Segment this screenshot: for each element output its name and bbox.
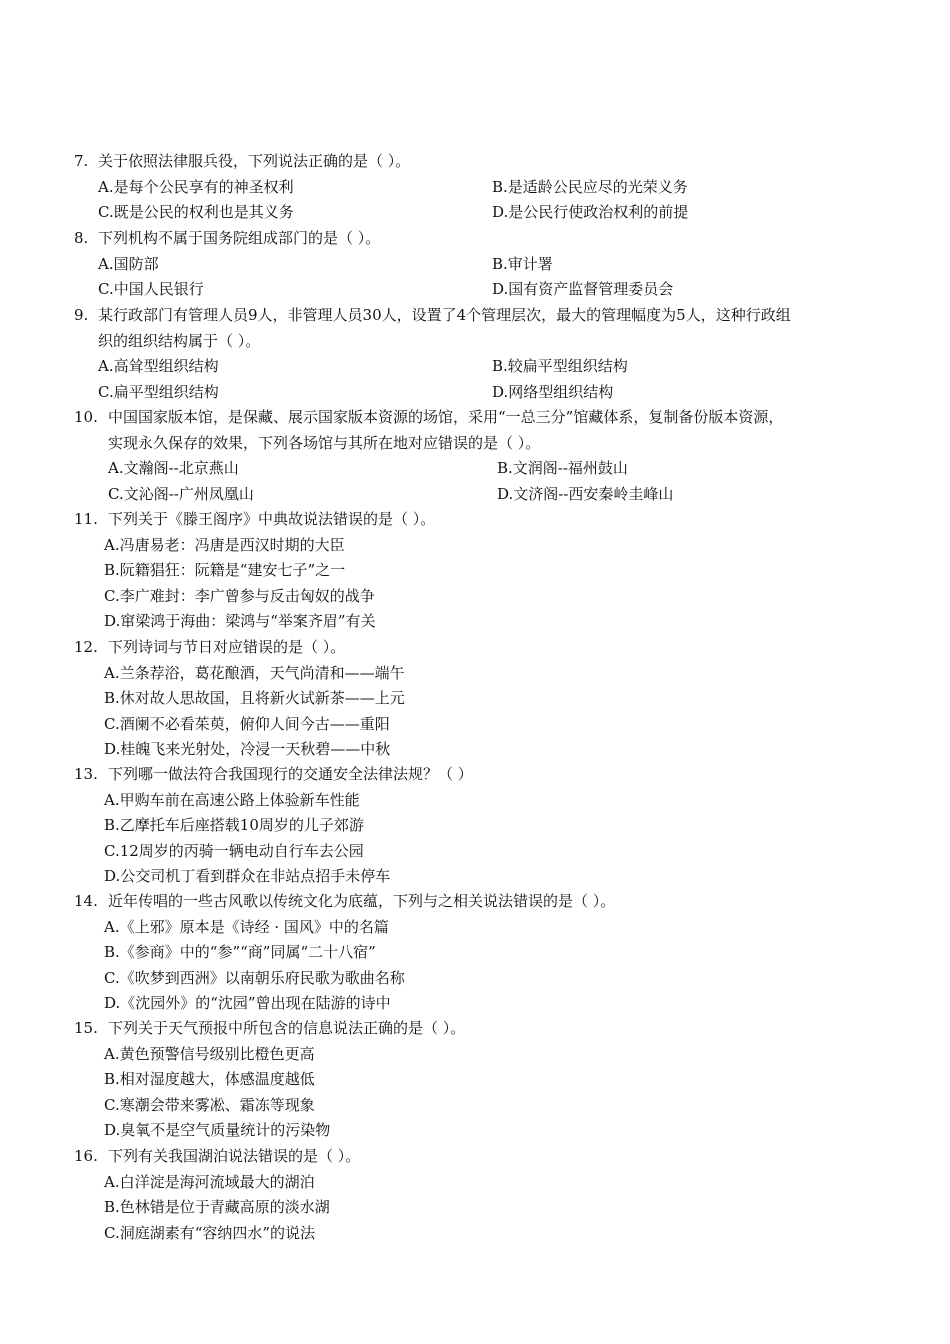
option-d: D.网络型组织结构 [492, 382, 614, 401]
option-b: B.乙摩托车后座搭载10周岁的儿子郊游 [104, 816, 364, 834]
option-c: C.中国人民银行 [98, 280, 204, 298]
question-number: 16. [74, 1147, 98, 1165]
question-15 [74, 1016, 874, 1144]
question-stem: 下列有关我国湖泊说法错误的是（ ）。 [108, 1147, 361, 1165]
question-number: 7. [74, 152, 89, 170]
option-a: A.是每个公民享有的神圣权利 [98, 177, 294, 196]
question-number: 14. [74, 892, 98, 910]
question-12 [74, 635, 874, 763]
question-stem: 下列关于天气预报中所包含的信息说法正确的是（ ）。 [108, 1019, 466, 1037]
question-8 [74, 226, 874, 303]
question-stem: 中国国家版本馆，是保藏、展示国家版本资源的场馆，采用“一总三分”馆藏体系，复制备份版本资源， [108, 408, 784, 426]
question-number: 9. [74, 306, 89, 324]
question-stem-continued: 实现永久保存的效果，下列各场馆与其所在地对应错误的是（ ）。 [108, 433, 541, 452]
question-stem: 下列哪一做法符合我国现行的交通安全法律法规？（ ） [108, 765, 473, 783]
question-stem: 下列机构不属于国务院组成部门的是（ ）。 [98, 229, 381, 247]
question-9 [74, 303, 874, 405]
option-a: A.国防部 [98, 254, 159, 273]
question-13 [74, 762, 874, 890]
question-number: 13. [74, 765, 98, 783]
option-d: D.公交司机丁看到群众在非站点招手未停车 [104, 867, 391, 885]
question-number: 11. [74, 510, 98, 528]
question-number: 12. [74, 638, 98, 656]
question-11 [74, 507, 874, 635]
option-d: D.桂魄飞来光射处，冷浸一天秋碧——中秋 [104, 740, 391, 758]
question-number: 15. [74, 1019, 98, 1037]
option-c: C.12周岁的丙骑一辆电动自行车去公园 [104, 841, 364, 860]
question-stem: 下列关于《滕王阁序》中典故说法错误的是（ ）。 [108, 510, 436, 528]
option-c: C.《吹梦到西洲》以南朝乐府民歌为歌曲名称 [104, 968, 405, 987]
option-a: A.黄色预警信号级别比橙色更高 [104, 1044, 315, 1063]
question-16 [74, 1144, 874, 1246]
question-stem: 某行政部门有管理人员9人，非管理人员30人，设置了4个管理层次，最大的管理幅度为5人，这种行政组 [98, 306, 791, 324]
option-a: A.甲购车前在高速公路上体验新车性能 [104, 790, 360, 809]
option-c: C.李广难封：李广曾参与反击匈奴的战争 [104, 586, 375, 605]
option-b: B.审计署 [492, 254, 553, 273]
option-b: B.《参商》中的“参”“商”同属“二十八宿” [104, 943, 376, 961]
option-b: B.色林错是位于青藏高原的淡水湖 [104, 1198, 330, 1216]
question-10 [74, 405, 874, 507]
option-a: A.《上邪》原本是《诗经 · 国风》中的名篇 [104, 917, 389, 936]
question-stem: 关于依照法律服兵役，下列说法正确的是（ ）。 [98, 152, 411, 170]
option-d: D.文济阁--西安秦岭圭峰山 [497, 484, 674, 503]
option-c: C.寒潮会带来雾凇、霜冻等现象 [104, 1095, 315, 1114]
option-c: C.酒阑不必看茱萸，俯仰人间今古——重阳 [104, 714, 390, 733]
option-b: B.阮籍猖狂：阮籍是“建安七子”之一 [104, 561, 346, 579]
option-a: A.冯唐易老：冯唐是西汉时期的大臣 [104, 535, 345, 554]
option-a: A.高耸型组织结构 [98, 357, 219, 375]
option-a: A.白洋淀是海河流域最大的湖泊 [104, 1172, 315, 1191]
option-c: C.文沁阁--广州凤凰山 [108, 484, 254, 503]
question-number: 8. [74, 229, 89, 247]
option-d: D.窜梁鸿于海曲：梁鸿与“举案齐眉”有关 [104, 612, 376, 630]
option-d: D.臭氧不是空气质量统计的污染物 [104, 1121, 331, 1139]
option-c: C.既是公民的权利也是其义务 [98, 203, 294, 221]
question-stem-continued: 织的组织结构属于（ ）。 [98, 331, 261, 350]
option-d: D.《沈园外》的“沈园”曾出现在陆游的诗中 [104, 994, 391, 1012]
option-b: B.较扁平型组织结构 [492, 357, 628, 375]
option-d: D.国有资产监督管理委员会 [492, 280, 674, 298]
question-stem: 下列诗词与节日对应错误的是（ ）。 [108, 638, 346, 656]
option-b: B.休对故人思故国，且将新火试新茶——上元 [104, 689, 405, 707]
option-d: D.是公民行使政治权利的前提 [492, 203, 689, 221]
question-14 [74, 889, 874, 1017]
option-a: A.文瀚阁--北京燕山 [108, 459, 239, 477]
question-7 [74, 149, 874, 226]
question-stem: 近年传唱的一些古风歌以传统文化为底蕴，下列与之相关说法错误的是（ ）。 [108, 892, 616, 910]
option-b: B.是适龄公民应尽的光荣义务 [492, 177, 688, 196]
question-number: 10. [74, 408, 98, 426]
option-c: C.扁平型组织结构 [98, 382, 219, 401]
option-b: B.文润阁--福州鼓山 [497, 459, 628, 477]
option-a: A.兰条荐浴，葛花酿酒，天气尚清和——端午 [104, 663, 405, 682]
option-c: C.洞庭湖素有“容纳四水”的说法 [104, 1223, 316, 1242]
option-b: B.相对湿度越大，体感温度越低 [104, 1070, 315, 1088]
